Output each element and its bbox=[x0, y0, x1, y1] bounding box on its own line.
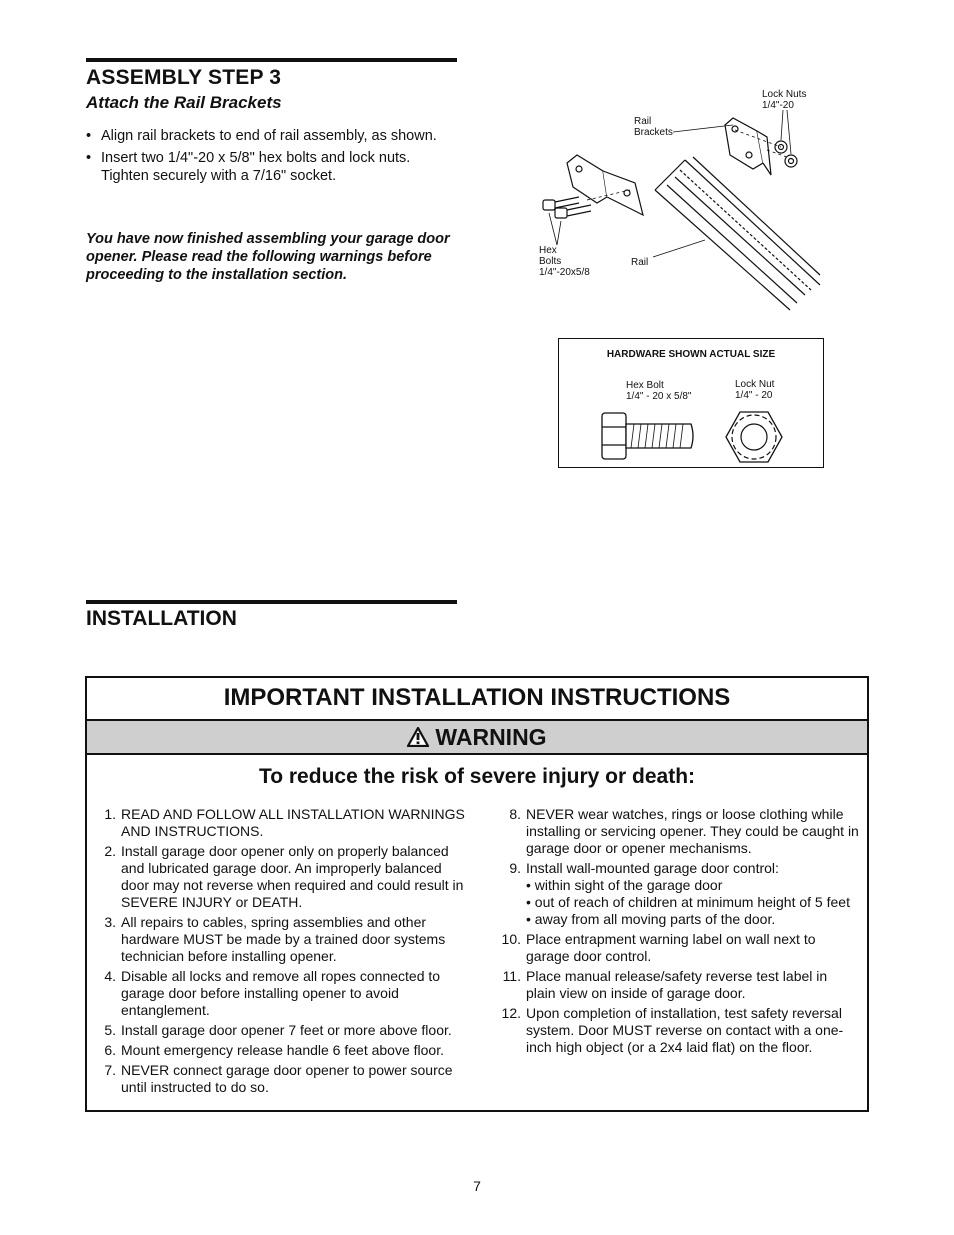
section-heading: ASSEMBLY STEP 3 bbox=[86, 66, 282, 89]
item-text: NEVER wear watches, rings or loose clothing while installing or servicing opener. They could be caught in garage door or opener mechanisms. bbox=[526, 806, 859, 856]
hex-bolts-label bbox=[539, 245, 590, 278]
lock-nut-icon bbox=[723, 409, 785, 465]
item-text: All repairs to cables, spring assemblies and other hardware MUST be made by a trained door systems technician before installing opener. bbox=[121, 914, 446, 964]
lock-nut-hw-label bbox=[735, 379, 774, 401]
list-item: • Align rail brackets to end of rail assembly, as shown. bbox=[86, 127, 456, 145]
sub-item: • away from all moving parts of the door. bbox=[526, 911, 776, 927]
warning-subtitle: To reduce the risk of severe injury or death: bbox=[258, 765, 696, 788]
item-text: Install garage door opener only on properly balanced and lubricated garage door. An improperly balanced door may not reverse when required and could result in SEVERE INJURY or DEATH. bbox=[121, 843, 464, 910]
rail-bracket-diagram bbox=[535, 85, 825, 315]
rail-brackets-label-line2: Brackets bbox=[634, 127, 673, 138]
rail-bracket-right bbox=[725, 118, 771, 175]
item-text: Disable all locks and remove all ropes connected to garage door before installing opener to avoid entanglement. bbox=[121, 968, 441, 1018]
list-item bbox=[97, 968, 467, 1019]
list-item bbox=[97, 914, 467, 965]
item-text: Mount emergency release handle 6 feet above floor. bbox=[121, 1042, 444, 1058]
item-text: Install garage door opener 7 feet or more above floor. bbox=[121, 1022, 452, 1038]
section-divider bbox=[86, 58, 457, 62]
rail-illustration bbox=[655, 157, 820, 310]
hex-bolt-icon bbox=[599, 409, 699, 463]
list-item bbox=[97, 1042, 467, 1059]
list-item bbox=[495, 806, 860, 857]
hex-bolts-label-line1: Hex bbox=[539, 245, 557, 256]
warning-list-left bbox=[97, 806, 467, 1099]
hex-bolt-hw-label bbox=[626, 380, 691, 402]
section-subheading: Attach the Rail Brackets bbox=[86, 93, 282, 112]
item-text: Place manual release/safety reverse test label in plain view on inside of garage door. bbox=[526, 968, 828, 1001]
hex-bolt-hw-label-text: Hex Bolt bbox=[626, 380, 664, 391]
hardware-actual-size-box bbox=[558, 338, 824, 468]
list-item bbox=[97, 806, 467, 840]
item-text-group bbox=[526, 860, 860, 928]
item-text: Place entrapment warning label on wall next to garage door control. bbox=[526, 931, 816, 964]
lock-nut-hw-size-text: 1/4" - 20 bbox=[735, 390, 773, 401]
lock-nuts bbox=[775, 141, 797, 167]
list-item bbox=[97, 1062, 467, 1096]
item-number: 1. bbox=[104, 806, 116, 822]
warning-triangle-icon bbox=[407, 727, 429, 747]
list-item bbox=[495, 931, 860, 965]
list-item bbox=[495, 968, 860, 1002]
hex-bolts bbox=[543, 197, 591, 218]
hardware-title: HARDWARE SHOWN ACTUAL SIZE bbox=[606, 349, 776, 360]
instruction-list bbox=[86, 127, 456, 189]
item-number: 9. bbox=[509, 860, 521, 876]
item-number: 7. bbox=[104, 1062, 116, 1078]
list-item bbox=[495, 1005, 860, 1056]
lock-nut-hw-label-text: Lock Nut bbox=[735, 379, 775, 390]
lock-nuts-label-text: Lock Nuts bbox=[762, 89, 807, 100]
sub-item: • out of reach of children at minimum height of 5 feet bbox=[526, 894, 850, 910]
list-item bbox=[495, 860, 860, 928]
sub-item: • within sight of the garage door bbox=[526, 877, 723, 893]
item-number: 10. bbox=[501, 931, 521, 947]
lock-nuts-label bbox=[762, 89, 806, 111]
item-number: 2. bbox=[104, 843, 116, 859]
item-text: Install wall-mounted garage door control: bbox=[526, 860, 779, 876]
hex-bolt-hw-size-text: 1/4" - 20 x 5/8" bbox=[626, 391, 692, 402]
warning-label: WARNING bbox=[435, 724, 547, 750]
list-item: • Insert two 1/4"-20 x 5/8" hex bolts and lock nuts. Tighten securely with a 7/16" socket. bbox=[86, 149, 456, 185]
list-item bbox=[97, 1022, 467, 1039]
page-number: 7 bbox=[473, 1178, 481, 1194]
section-divider bbox=[86, 600, 457, 604]
rail-brackets-label bbox=[634, 116, 673, 138]
rail-brackets-label-line1: Rail bbox=[634, 116, 652, 127]
item-number: 11. bbox=[502, 968, 521, 984]
item-number: 8. bbox=[509, 806, 521, 822]
finished-note: You have now finished assembling your garage door opener. Please read the following warnings before proceeding to the installation section. bbox=[86, 231, 450, 283]
item-text: READ AND FOLLOW ALL INSTALLATION WARNINGS AND INSTRUCTIONS. bbox=[121, 806, 465, 839]
lock-nuts-size-text: 1/4"-20 bbox=[762, 100, 794, 111]
item-number: 4. bbox=[104, 968, 116, 984]
important-instructions-box bbox=[85, 676, 869, 1112]
rail-bracket-left bbox=[567, 155, 643, 215]
item-number: 6. bbox=[104, 1042, 116, 1058]
item-text: NEVER connect garage door opener to power source until instructed to do so. bbox=[121, 1062, 453, 1095]
rail-label: Rail bbox=[631, 257, 649, 268]
list-item bbox=[97, 843, 467, 911]
installation-heading: INSTALLATION bbox=[86, 607, 237, 630]
hex-bolts-label-line2: Bolts bbox=[539, 256, 562, 267]
important-instructions-title: IMPORTANT INSTALLATION INSTRUCTIONS bbox=[87, 678, 867, 721]
item-number: 3. bbox=[104, 914, 116, 930]
warning-banner bbox=[87, 721, 867, 755]
hex-bolts-size-text: 1/4"-20x5/8 bbox=[539, 267, 590, 278]
warning-list-right bbox=[495, 806, 860, 1059]
item-number: 12. bbox=[501, 1005, 521, 1021]
item-number: 5. bbox=[104, 1022, 116, 1038]
item-text: Upon completion of installation, test safety reversal system. Door MUST reverse on contact with a one-inch high object (or a 2x4 laid flat) on the floor. bbox=[526, 1005, 844, 1055]
